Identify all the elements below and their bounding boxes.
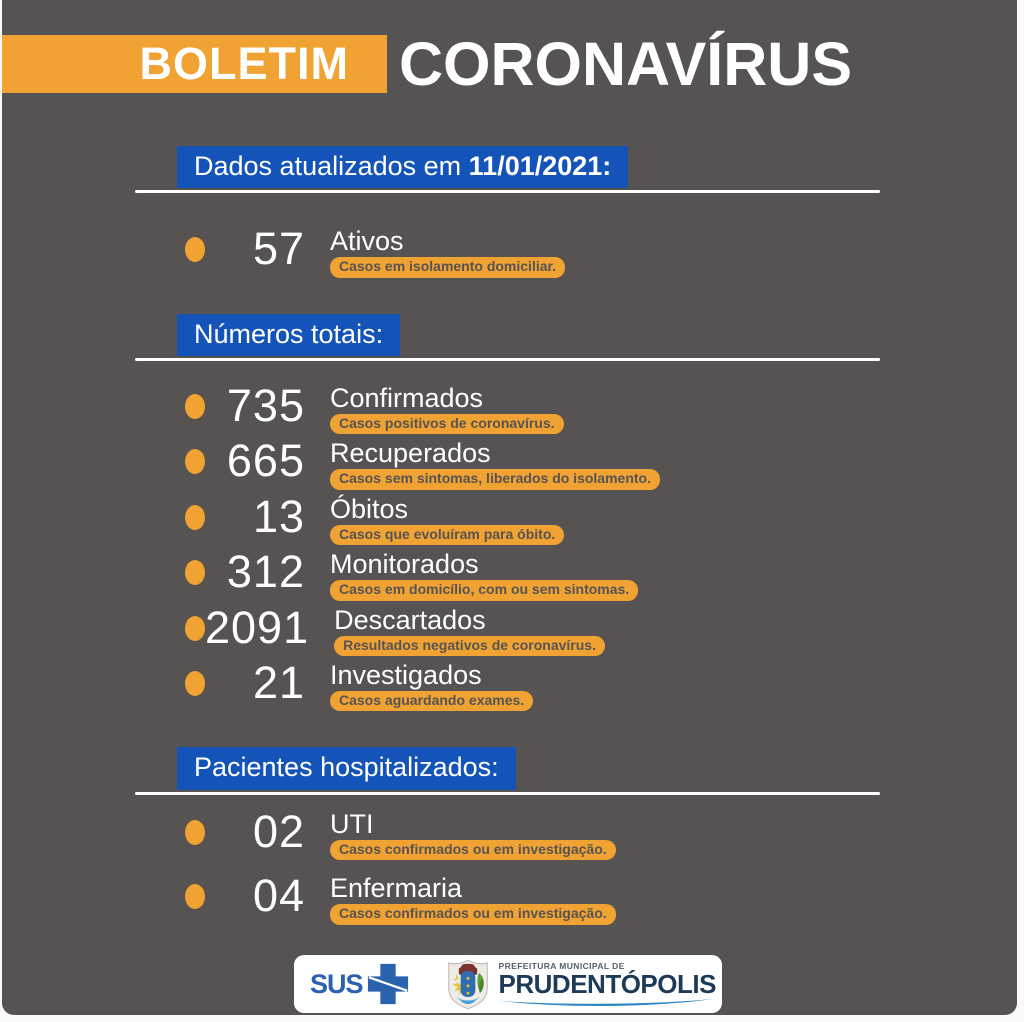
bullet-icon [185,884,205,909]
stat-label: Óbitos [330,493,409,524]
divider-line [135,190,880,193]
content [135,146,880,925]
bullet-icon [185,449,205,474]
divider-line [135,358,880,361]
stat-value: 312 [226,546,305,598]
stat-label-block [330,660,533,711]
bullet-icon [185,820,205,845]
bulletin-poster [2,0,1017,1015]
stat-value: 735 [226,380,305,432]
stat-label-block [330,549,638,600]
stat-label-block [334,605,605,656]
stat-note: Casos aguardando exames. [330,691,533,711]
section-banner [177,146,628,188]
sus-logo-text: SUS [310,968,363,999]
stat-label: Confirmados [330,383,484,414]
stat-note: Casos em domicílio, com ou sem sintomas. [330,580,638,600]
section-banner [177,747,516,789]
page-title: CORONAVÍRUS [399,30,853,98]
sus-logo [310,962,410,1006]
stat-row [135,601,880,656]
stat-label-block [330,438,660,489]
bullet-icon [185,616,205,641]
stat-note: Resultados negativos de coronavírus. [334,636,605,656]
stat-label: Recuperados [330,438,491,469]
bullet-icon [185,237,205,262]
stat-note: Casos que evoluíram para óbito. [330,525,564,545]
stat-label-block [330,494,564,545]
stat-value: 04 [252,870,305,922]
banner-text: Números totais: [194,318,384,349]
sus-cross-icon [366,962,410,1006]
section-total-numbers [135,314,880,712]
stat-row [135,657,880,711]
stat-row [135,380,880,434]
section-banner [177,314,400,356]
stat-rows [135,805,880,925]
banner-date: 11/01/2021: [468,151,612,181]
stat-row [135,490,880,545]
divider-line [135,792,880,795]
stat-label-block [330,226,565,277]
stat-label: Descartados [334,604,486,635]
banner-text: Dados atualizados em [194,151,469,181]
stat-label: UTI [330,808,374,839]
stat-label: Investigados [330,660,482,691]
stat-value: 2091 [205,601,310,653]
stat-label-block [330,873,616,924]
stat-rows [135,380,880,711]
stat-row [135,223,880,277]
stat-label: Enfermaria [330,873,463,904]
stat-label-block [330,383,564,434]
footer-logo-bar [294,955,722,1013]
banner-text: Pacientes hospitalizados: [194,752,499,783]
stat-note: Casos confirmados ou em investigação. [330,904,616,924]
stat-value: 13 [252,490,305,542]
section-updated-data [135,146,880,278]
stat-rows [135,223,880,277]
prefeitura-logo-text [499,961,716,1008]
city-crest-icon [446,958,490,1010]
stat-value: 665 [226,435,305,487]
stat-note: Casos confirmados ou em investigação. [330,840,616,860]
section-hospitalized [135,747,880,924]
bullet-icon [185,560,205,585]
stat-value: 02 [252,805,305,857]
stat-label: Ativos [330,226,404,257]
header [2,30,1017,98]
swoosh-underline [499,998,715,1007]
kicker-band [2,35,387,93]
stat-row [135,805,880,860]
prefeitura-line2: PRUDENTÓPOLIS [498,968,716,999]
stat-note: Casos sem sintomas, liberados do isolamento. [330,469,660,489]
bullet-icon [185,671,205,696]
stat-note: Casos em isolamento domiciliar. [330,257,565,277]
stat-note: Casos positivos de coronavírus. [330,414,564,434]
bullet-icon [185,505,205,530]
stat-value: 57 [252,223,305,275]
stat-value: 21 [252,657,305,709]
stat-label-block [330,809,616,860]
stat-row [135,870,880,924]
kicker-text: BOLETIM [139,38,349,89]
bullet-icon [185,394,205,419]
stat-label: Monitorados [330,549,479,580]
stat-row [135,435,880,489]
prefeitura-line1: PREFEITURA MUNICIPAL DE [498,960,625,971]
stat-row [135,546,880,600]
